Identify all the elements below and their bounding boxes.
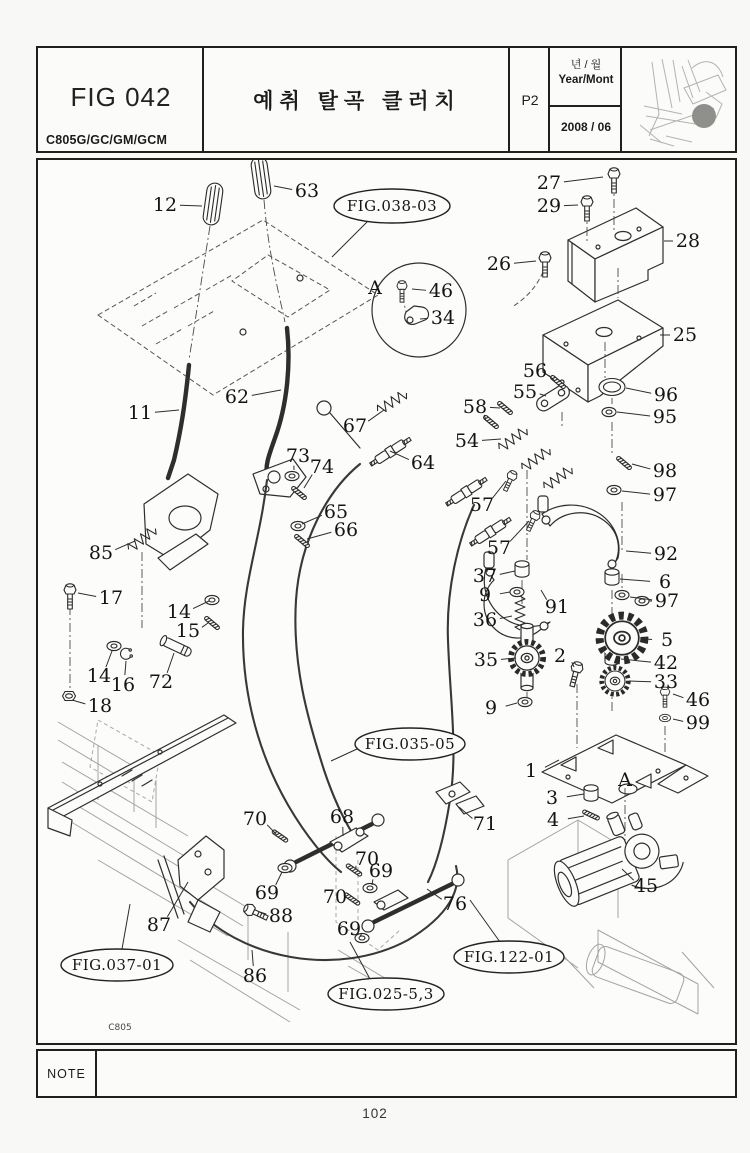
callout-number: 87 <box>146 914 172 936</box>
callout-leader-line <box>167 882 188 917</box>
callout-leader-line <box>167 653 174 673</box>
callout-leader-line <box>193 601 209 609</box>
callout-leader-line <box>252 390 281 395</box>
callout-number: A <box>618 769 632 791</box>
callout-leader-line <box>568 816 584 819</box>
machine-thumbnail-illustration <box>622 48 739 151</box>
callout-leader-line <box>673 719 683 721</box>
callout-number: 11 <box>127 402 153 424</box>
callout-number: 2 <box>553 645 567 667</box>
callout-number: 74 <box>309 456 335 478</box>
callout-number: 42 <box>653 652 679 674</box>
pin-part-icon <box>582 809 600 820</box>
callout-number: 3 <box>545 787 559 809</box>
clutch-link-plate <box>534 383 572 428</box>
callout-number: 27 <box>536 172 562 194</box>
pin-part-icon <box>616 456 632 471</box>
washer-part-icon <box>659 714 670 721</box>
year-month-korean: 년 / 월 <box>570 59 602 71</box>
callout-number: 57 <box>486 537 512 559</box>
callout-number: A <box>368 277 382 299</box>
control-console-outline <box>98 220 378 395</box>
callout-number: 97 <box>654 590 680 612</box>
washer-part-icon <box>615 590 629 599</box>
callout-leader-line <box>115 541 135 550</box>
callout-number: 66 <box>333 519 359 541</box>
clutch-motor <box>540 795 688 922</box>
callout-number: 57 <box>469 494 495 516</box>
year-month-english: Year/Mont <box>558 74 614 86</box>
callout-number: 15 <box>175 620 201 642</box>
callout-number: 72 <box>148 671 174 693</box>
figure-reference-leader <box>332 221 368 257</box>
callout-leader-line <box>506 703 517 706</box>
callout-leader-line <box>673 694 683 698</box>
nut-part-icon <box>63 692 76 701</box>
gear-part-icon <box>602 668 629 695</box>
callout-leader-line <box>125 661 126 675</box>
bolt-part-icon <box>501 469 519 493</box>
callout-number: 35 <box>473 649 499 671</box>
callout-leader-line <box>490 407 500 408</box>
callout-leader-line <box>629 681 651 682</box>
figure-reference-label: FIG.037-01 <box>71 956 163 974</box>
figure-reference-label: FIG.038-03 <box>346 197 438 215</box>
cyl-part-icon <box>584 785 598 801</box>
washer-part-icon <box>607 485 621 494</box>
gear-part-icon <box>600 616 645 661</box>
cyl-part-icon <box>515 561 529 577</box>
washer-part-icon <box>285 471 299 480</box>
washer-part-icon <box>363 883 377 892</box>
bolt-part-icon <box>539 252 551 277</box>
spring-part-icon <box>519 445 552 473</box>
callout-number: 95 <box>652 406 678 428</box>
callout-number: 46 <box>428 280 454 302</box>
spring-part-icon <box>375 389 409 415</box>
callout-number: 92 <box>653 543 679 565</box>
callout-number: 68 <box>329 806 355 828</box>
callout-leader-line <box>514 261 536 263</box>
title-cell <box>204 48 510 151</box>
bolt-part-icon <box>581 196 593 221</box>
callout-number: 67 <box>342 415 368 437</box>
publication-date: 2008 / 06 <box>560 120 612 134</box>
callout-number: 65 <box>323 501 349 523</box>
bolt-part-icon <box>397 281 407 302</box>
callout-leader-line <box>368 410 384 421</box>
washer-part-icon <box>291 521 305 530</box>
callout-number: 18 <box>87 695 113 717</box>
callout-number: 64 <box>410 452 436 474</box>
callout-leader-line <box>645 639 652 640</box>
callout-number: 99 <box>685 712 711 734</box>
callout-number: 62 <box>224 386 250 408</box>
callout-leader-line <box>302 515 322 524</box>
callout-number: 14 <box>86 665 112 687</box>
callout-number: 69 <box>336 918 362 940</box>
callout-leader-line <box>412 289 426 290</box>
cyl-part-icon <box>605 569 619 585</box>
callout-number: 85 <box>88 542 114 564</box>
drawing-code-watermark: C805 <box>108 1023 132 1033</box>
machine-thumbnail-cell <box>622 48 739 151</box>
knob-part-icon <box>202 182 224 226</box>
callout-number: 45 <box>633 875 659 897</box>
figure-reference-leader <box>350 942 370 979</box>
callout-number: 69 <box>254 882 280 904</box>
bolt-part-icon <box>242 902 270 924</box>
callout-number: 9 <box>478 584 492 606</box>
cable-clamp <box>436 782 484 814</box>
bolt-part-icon <box>524 509 542 533</box>
callout-leader-line <box>500 571 515 574</box>
page-code: P2 <box>521 91 539 108</box>
fig-number-cell <box>38 48 204 151</box>
page-code-cell <box>510 48 550 151</box>
callout-leader-line <box>155 410 179 412</box>
washer-part-icon <box>278 863 292 872</box>
washer-part-icon <box>107 641 121 650</box>
figure-reference-leader <box>122 904 130 949</box>
callout-leader-line <box>500 592 510 594</box>
callout-number: 70 <box>322 886 348 908</box>
page-number: 102 <box>362 1106 388 1121</box>
header-table <box>36 46 737 153</box>
callout-number: 25 <box>672 324 698 346</box>
callout-number: 91 <box>544 596 570 618</box>
callout-leader-line <box>510 521 529 541</box>
callout-leader-line <box>622 491 650 494</box>
wheel-shade <box>692 104 716 128</box>
callout-leader-line <box>564 205 578 206</box>
bolt-part-icon <box>566 660 584 687</box>
callout-leader-line <box>202 623 208 627</box>
model-code: C805G/GC/GM/GCM <box>46 133 168 147</box>
callout-number: 34 <box>430 307 456 329</box>
callout-number: 36 <box>472 609 498 631</box>
pin-part-icon <box>204 616 220 631</box>
page-title: 예취 탈곡 클러치 <box>253 89 461 113</box>
callout-number: 55 <box>512 381 538 403</box>
bolt-part-icon <box>608 168 620 193</box>
callout-number: 28 <box>675 230 701 252</box>
callout-number: 29 <box>536 195 562 217</box>
fig-number: FIG 042 <box>70 82 172 112</box>
note-label: NOTE <box>38 1051 97 1096</box>
callout-number: 98 <box>652 460 678 482</box>
callout-number: 70 <box>242 808 268 830</box>
callout-number: 12 <box>152 194 178 216</box>
callout-number: 56 <box>522 360 548 382</box>
callout-leader-line <box>72 700 85 704</box>
callout-number: 46 <box>685 689 711 711</box>
washer-part-icon <box>518 697 532 706</box>
figure-reference-leader <box>331 749 357 761</box>
callout-number: 16 <box>110 674 136 696</box>
callout-number: 54 <box>454 430 480 452</box>
parts-diagram <box>38 160 735 1043</box>
callout-number: 17 <box>98 587 124 609</box>
figure-reference-label: FIG.035-05 <box>364 735 456 753</box>
callout-number: 86 <box>242 965 268 987</box>
callout-leader-line <box>626 388 651 393</box>
washer-part-icon <box>602 407 616 416</box>
clutch-cables <box>190 401 474 960</box>
callout-number: 88 <box>268 905 294 927</box>
ringlarge-part-icon <box>599 379 625 396</box>
callout-number: 69 <box>368 860 394 882</box>
year-month-cell <box>550 48 622 151</box>
callout-number: 5 <box>660 629 674 651</box>
callout-leader-line <box>349 899 350 900</box>
callout-number: 4 <box>546 809 560 831</box>
callout-leader-line <box>564 177 603 182</box>
callout-leader-line <box>617 412 650 416</box>
knob-part-icon <box>250 160 272 200</box>
figure-reference-label: FIG.025-5,3 <box>338 985 434 1003</box>
lever-rods <box>144 200 306 570</box>
callout-leader-line <box>420 318 428 319</box>
washer-part-icon <box>510 587 524 596</box>
year-month-divider <box>550 105 622 107</box>
callout-leader-line <box>274 186 292 190</box>
callout-number: 26 <box>486 253 512 275</box>
callout-number: 14 <box>166 601 192 623</box>
bolt-part-icon <box>64 584 76 609</box>
callout-number: 1 <box>524 760 538 782</box>
callout-number: 96 <box>653 384 679 406</box>
spring-part-icon <box>541 464 574 492</box>
note-table <box>36 1049 737 1098</box>
callout-number: 9 <box>484 697 498 719</box>
spring-part-icon <box>496 425 529 453</box>
callout-leader-line <box>252 950 253 966</box>
snapring-part-icon <box>120 648 132 659</box>
callout-number: 73 <box>285 445 311 467</box>
callout-number: 58 <box>462 396 488 418</box>
exploded-diagram-panel <box>36 158 737 1045</box>
callout-number: 37 <box>472 565 498 587</box>
callout-leader-line <box>180 205 202 206</box>
figure-reference-leader <box>470 900 500 942</box>
callout-leader-line <box>78 593 96 597</box>
callout-leader-line <box>567 794 584 797</box>
callout-leader-line <box>632 464 650 469</box>
slide-rail <box>48 552 236 836</box>
callout-number: 97 <box>652 484 678 506</box>
callout-number: 33 <box>653 671 679 693</box>
callout-number: 6 <box>658 571 672 593</box>
callout-leader-line <box>620 579 650 581</box>
callout-number: 70 <box>354 848 380 870</box>
callout-leader-line <box>626 551 651 553</box>
washer-part-icon <box>205 595 219 604</box>
callout-leader-line <box>482 439 501 440</box>
figure-reference-label: FIG.122-01 <box>463 948 555 966</box>
callout-number: 63 <box>294 180 320 202</box>
callout-number: 71 <box>472 813 498 835</box>
callout-number: 76 <box>442 893 468 915</box>
